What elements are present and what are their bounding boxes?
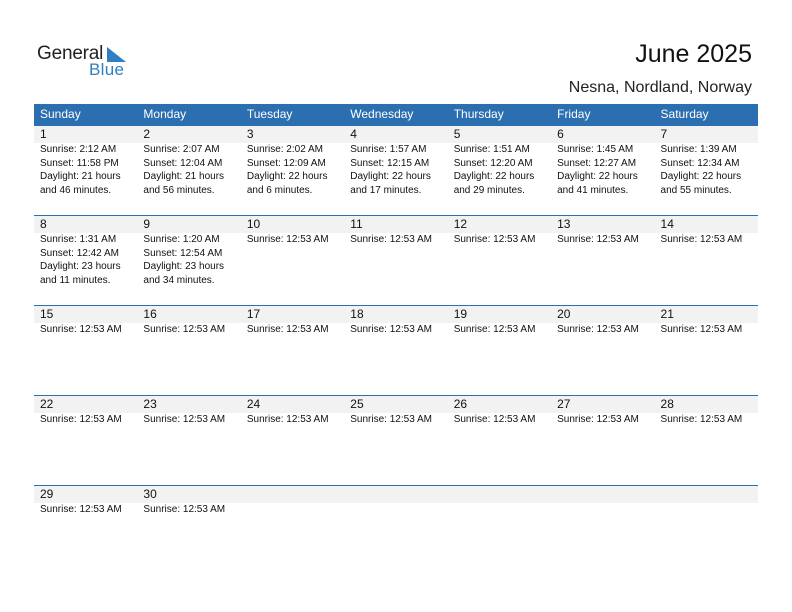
day-info-line: Daylight: 21 hours bbox=[143, 171, 225, 182]
day-info-line: Sunset: 12:09 AM bbox=[246, 157, 326, 169]
day-number-band bbox=[241, 216, 344, 233]
day-number-band bbox=[137, 126, 240, 143]
day-info-line: Sunrise: 12:53 AM bbox=[350, 324, 432, 335]
day-number-band bbox=[551, 486, 654, 503]
day-number: 12 bbox=[453, 217, 468, 231]
day-number: 23 bbox=[143, 397, 157, 411]
day-cell bbox=[551, 216, 654, 306]
day-cell bbox=[34, 486, 137, 576]
day-number: 20 bbox=[557, 307, 571, 321]
day-number-band bbox=[241, 126, 344, 143]
day-number: 18 bbox=[350, 307, 364, 321]
day-sun-info bbox=[137, 143, 240, 197]
day-info-line: Daylight: 22 hours bbox=[453, 171, 535, 182]
day-sun-info bbox=[241, 323, 344, 337]
day-number: 6 bbox=[557, 127, 564, 141]
day-number-band bbox=[344, 486, 447, 503]
day-number: 2 bbox=[143, 127, 151, 141]
day-number-band bbox=[34, 486, 137, 503]
day-info-line: Sunrise: 12:53 AM bbox=[660, 234, 743, 245]
day-info-line: and 46 minutes. bbox=[40, 184, 112, 196]
day-cell bbox=[655, 306, 758, 396]
day-number: 5 bbox=[453, 127, 461, 141]
day-number: 7 bbox=[660, 127, 668, 141]
day-sun-info bbox=[137, 233, 240, 287]
day-cell bbox=[137, 306, 240, 396]
day-number-band bbox=[344, 396, 447, 413]
day-info-line: Sunrise: 2:12 AM bbox=[40, 144, 117, 155]
day-number: 11 bbox=[350, 217, 363, 231]
day-number: 1 bbox=[40, 127, 47, 141]
day-number: 25 bbox=[350, 397, 364, 411]
day-sun-info bbox=[551, 413, 654, 427]
day-number: 19 bbox=[453, 307, 468, 321]
day-number: 22 bbox=[40, 397, 54, 411]
day-info-line: Sunrise: 12:53 AM bbox=[246, 234, 329, 245]
day-sun-info bbox=[448, 143, 551, 197]
day-info-line: Daylight: 22 hours bbox=[557, 171, 638, 182]
page-title: June 2025 bbox=[635, 40, 752, 68]
day-number: 13 bbox=[557, 217, 571, 231]
day-info-line: Sunrise: 12:53 AM bbox=[350, 234, 432, 245]
weekday-tuesday: Tuesday bbox=[246, 107, 293, 121]
calendar-week bbox=[34, 125, 758, 216]
day-cell bbox=[241, 216, 344, 306]
day-sun-info bbox=[551, 233, 654, 247]
day-number-band bbox=[655, 486, 758, 503]
day-number-band bbox=[655, 306, 758, 323]
day-info-line: and 6 minutes. bbox=[246, 184, 313, 196]
day-info-line: Sunrise: 12:53 AM bbox=[453, 414, 536, 425]
day-sun-info bbox=[344, 323, 447, 337]
calendar-week bbox=[34, 305, 758, 396]
day-number: 30 bbox=[143, 487, 157, 501]
weekday-friday: Friday bbox=[557, 107, 591, 121]
day-info-line: Sunset: 12:42 AM bbox=[40, 247, 119, 259]
day-info-line: and 29 minutes. bbox=[453, 184, 525, 196]
day-number-band bbox=[344, 216, 447, 233]
day-sun-info bbox=[655, 143, 758, 197]
day-number-band bbox=[34, 396, 137, 413]
day-number-band bbox=[551, 126, 654, 143]
day-sun-info bbox=[137, 503, 240, 517]
day-info-line: Sunrise: 12:53 AM bbox=[143, 504, 226, 515]
day-sun-info bbox=[551, 143, 654, 197]
day-info-line: Sunrise: 1:45 AM bbox=[557, 144, 634, 155]
day-number-band bbox=[137, 216, 240, 233]
day-info-line: Daylight: 22 hours bbox=[350, 171, 431, 182]
day-info-line: Sunrise: 12:53 AM bbox=[453, 234, 536, 245]
day-cell bbox=[241, 126, 344, 216]
day-number: 15 bbox=[40, 307, 54, 321]
day-info-line: Sunrise: 12:53 AM bbox=[246, 324, 329, 335]
day-info-line: Daylight: 23 hours bbox=[40, 261, 121, 272]
day-cell bbox=[137, 396, 240, 486]
day-cell bbox=[34, 126, 137, 216]
day-cell bbox=[344, 396, 447, 486]
day-cell bbox=[448, 216, 551, 306]
day-cell bbox=[655, 216, 758, 306]
day-number: 10 bbox=[246, 217, 261, 231]
day-info-line: Daylight: 22 hours bbox=[246, 171, 328, 182]
day-info-line: Sunset: 12:34 AM bbox=[660, 157, 740, 169]
empty-day-cell bbox=[448, 486, 551, 576]
day-cell bbox=[137, 486, 240, 576]
day-number-band bbox=[448, 216, 551, 233]
day-info-line: Sunset: 11:58 PM bbox=[40, 157, 119, 169]
day-number: 14 bbox=[660, 217, 674, 231]
day-number-band bbox=[241, 486, 344, 503]
day-info-line: Sunrise: 12:53 AM bbox=[40, 504, 122, 515]
day-sun-info bbox=[241, 233, 344, 247]
day-sun-info bbox=[34, 413, 137, 427]
day-info-line: Sunrise: 2:02 AM bbox=[246, 144, 323, 155]
day-info-line: Sunset: 12:20 AM bbox=[453, 157, 533, 169]
location-subtitle: Nesna, Nordland, Norway bbox=[568, 79, 752, 96]
day-info-line: and 56 minutes. bbox=[143, 184, 215, 196]
day-sun-info bbox=[655, 323, 758, 337]
calendar-week bbox=[34, 485, 758, 576]
day-number: 27 bbox=[557, 397, 571, 411]
day-number-band bbox=[137, 486, 240, 503]
day-sun-info bbox=[655, 413, 758, 427]
day-info-line: Sunrise: 12:53 AM bbox=[246, 414, 329, 425]
day-number: 16 bbox=[143, 307, 157, 321]
day-number: 17 bbox=[246, 307, 261, 321]
day-cell bbox=[241, 396, 344, 486]
weekday-monday: Monday bbox=[143, 107, 187, 121]
weekday-header bbox=[34, 104, 758, 125]
day-number: 29 bbox=[40, 487, 54, 501]
day-number-band bbox=[448, 126, 551, 143]
day-number: 21 bbox=[660, 307, 674, 321]
day-number-band bbox=[448, 486, 551, 503]
day-cell bbox=[34, 216, 137, 306]
day-number-band bbox=[34, 126, 137, 143]
day-info-line: Sunrise: 12:53 AM bbox=[660, 324, 743, 335]
day-info-line: Sunrise: 12:53 AM bbox=[557, 324, 639, 335]
day-number: 4 bbox=[350, 127, 357, 141]
day-number-band bbox=[137, 306, 240, 323]
day-cell bbox=[241, 306, 344, 396]
day-number: 26 bbox=[453, 397, 468, 411]
day-number-band bbox=[448, 306, 551, 323]
day-cell bbox=[137, 126, 240, 216]
day-info-line: Sunrise: 12:53 AM bbox=[557, 414, 639, 425]
day-number-band bbox=[241, 396, 344, 413]
day-sun-info bbox=[34, 503, 137, 517]
empty-day-cell bbox=[655, 486, 758, 576]
day-info-line: Sunrise: 1:39 AM bbox=[660, 144, 737, 155]
day-info-line: Sunrise: 1:20 AM bbox=[143, 234, 220, 245]
day-info-line: Sunrise: 2:07 AM bbox=[143, 144, 220, 155]
day-info-line: Sunrise: 1:31 AM bbox=[40, 234, 117, 245]
day-cell bbox=[551, 396, 654, 486]
day-cell bbox=[655, 396, 758, 486]
day-number-band bbox=[241, 306, 344, 323]
day-cell bbox=[448, 396, 551, 486]
day-info-line: and 41 minutes. bbox=[557, 184, 629, 196]
day-number-band bbox=[137, 396, 240, 413]
day-number: 24 bbox=[246, 397, 261, 411]
day-info-line: Sunrise: 12:53 AM bbox=[40, 414, 122, 425]
calendar-week bbox=[34, 215, 758, 306]
day-info-line: Sunrise: 1:51 AM bbox=[453, 144, 530, 155]
day-cell bbox=[448, 126, 551, 216]
day-sun-info bbox=[448, 413, 551, 427]
day-number-band bbox=[34, 216, 137, 233]
day-info-line: Sunrise: 12:53 AM bbox=[660, 414, 743, 425]
day-number-band bbox=[344, 126, 447, 143]
day-number-band bbox=[551, 216, 654, 233]
day-info-line: and 55 minutes. bbox=[660, 184, 732, 196]
day-number: 9 bbox=[143, 217, 151, 231]
day-sun-info bbox=[448, 233, 551, 247]
day-cell bbox=[137, 216, 240, 306]
day-cell bbox=[551, 126, 654, 216]
calendar-week bbox=[34, 395, 758, 486]
day-info-line: and 17 minutes. bbox=[350, 184, 422, 196]
day-info-line: Sunrise: 1:57 AM bbox=[350, 144, 427, 155]
brand-logo bbox=[37, 43, 137, 83]
day-info-line: Sunrise: 12:53 AM bbox=[40, 324, 122, 335]
day-sun-info bbox=[344, 413, 447, 427]
day-number-band bbox=[655, 216, 758, 233]
day-sun-info bbox=[137, 413, 240, 427]
weekday-thursday: Thursday bbox=[453, 107, 504, 121]
day-sun-info bbox=[241, 143, 344, 197]
day-info-line: Sunset: 12:15 AM bbox=[350, 157, 430, 169]
day-number: 28 bbox=[660, 397, 674, 411]
brand-blue-text: Blue bbox=[89, 60, 125, 79]
day-sun-info bbox=[551, 323, 654, 337]
day-info-line: Sunset: 12:54 AM bbox=[143, 247, 223, 259]
day-info-line: and 11 minutes. bbox=[40, 274, 111, 286]
weekday-sunday: Sunday bbox=[40, 107, 81, 121]
day-info-line: Daylight: 23 hours bbox=[143, 261, 225, 272]
weekday-saturday: Saturday bbox=[660, 107, 709, 121]
day-number-band bbox=[344, 306, 447, 323]
day-info-line: Sunset: 12:27 AM bbox=[557, 157, 637, 169]
day-number-band bbox=[655, 126, 758, 143]
day-number-band bbox=[551, 306, 654, 323]
day-info-line: Sunrise: 12:53 AM bbox=[453, 324, 536, 335]
day-cell bbox=[448, 306, 551, 396]
empty-day-cell bbox=[241, 486, 344, 576]
brand-general-text: General bbox=[37, 43, 104, 64]
weekday-wednesday: Wednesday bbox=[350, 107, 414, 121]
day-number-band bbox=[655, 396, 758, 413]
day-info-line: Daylight: 22 hours bbox=[660, 171, 742, 182]
empty-day-cell bbox=[344, 486, 447, 576]
day-sun-info bbox=[344, 143, 447, 197]
day-info-line: Sunset: 12:04 AM bbox=[143, 157, 223, 169]
day-cell bbox=[34, 396, 137, 486]
day-cell bbox=[34, 306, 137, 396]
day-cell bbox=[655, 126, 758, 216]
day-number: 3 bbox=[246, 127, 254, 141]
day-number-band bbox=[34, 306, 137, 323]
day-number: 8 bbox=[40, 217, 47, 231]
empty-day-cell bbox=[551, 486, 654, 576]
day-sun-info bbox=[34, 323, 137, 337]
day-sun-info bbox=[34, 233, 137, 287]
day-sun-info bbox=[241, 413, 344, 427]
day-info-line: Daylight: 21 hours bbox=[40, 171, 121, 182]
day-cell bbox=[551, 306, 654, 396]
day-info-line: Sunrise: 12:53 AM bbox=[557, 234, 639, 245]
day-cell bbox=[344, 216, 447, 306]
day-number-band bbox=[551, 396, 654, 413]
day-sun-info bbox=[344, 233, 447, 247]
day-cell bbox=[344, 306, 447, 396]
day-sun-info bbox=[655, 233, 758, 247]
day-number-band bbox=[448, 396, 551, 413]
day-info-line: Sunrise: 12:53 AM bbox=[143, 414, 226, 425]
day-info-line: and 34 minutes. bbox=[143, 274, 215, 286]
day-sun-info bbox=[34, 143, 137, 197]
day-sun-info bbox=[137, 323, 240, 337]
day-sun-info bbox=[448, 323, 551, 337]
day-cell bbox=[344, 126, 447, 216]
day-info-line: Sunrise: 12:53 AM bbox=[143, 324, 226, 335]
day-info-line: Sunrise: 12:53 AM bbox=[350, 414, 432, 425]
